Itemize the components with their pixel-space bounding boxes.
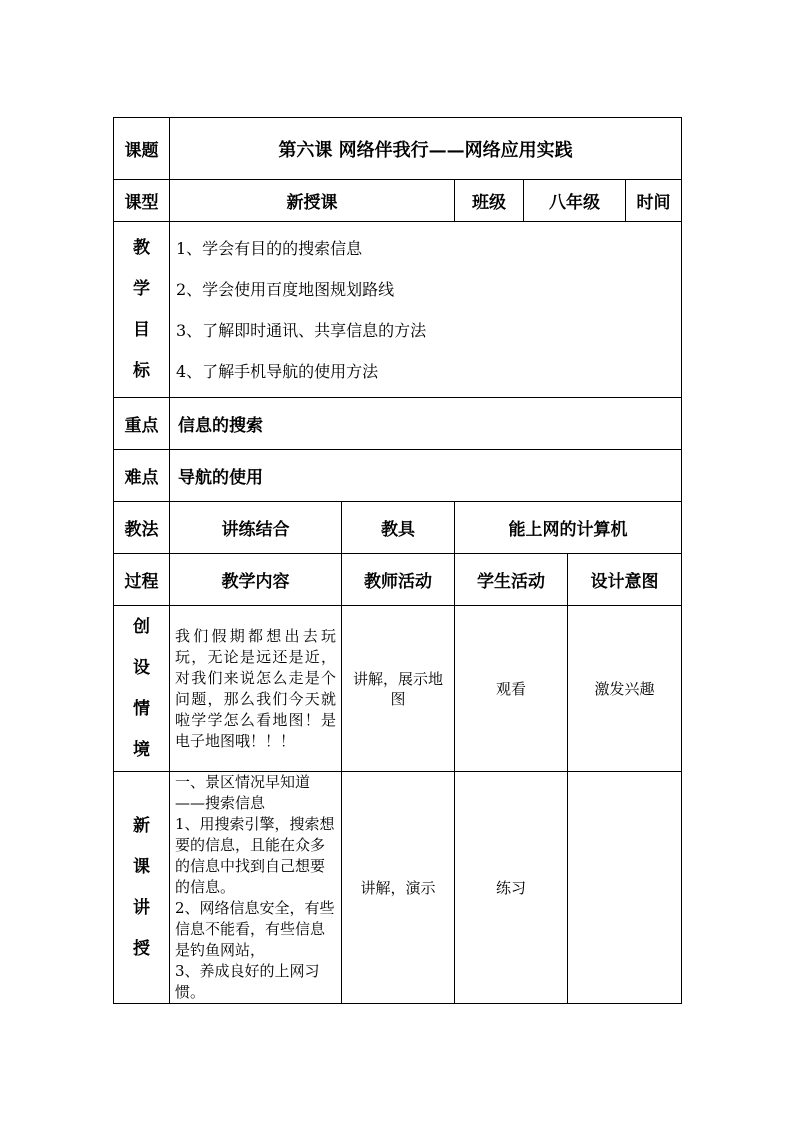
- stage-label-char: 设: [133, 657, 150, 678]
- tool-label: 教具: [342, 502, 455, 554]
- stage-label-char: 创: [133, 616, 150, 637]
- process-header-row: [114, 554, 682, 606]
- type-value: 新授课: [170, 180, 455, 222]
- stage-new-label: [114, 772, 170, 1004]
- stage-new-intent: [568, 772, 682, 1004]
- goal-item: 4、了解手机导航的使用方法: [176, 361, 379, 381]
- stage-intro-content: 我们假期都想出去玩玩，无论是远还是近，对我们来说怎么走是个问题，那么我们今天就啦学学怎么看地图！是电子地图哦！！！: [170, 606, 342, 772]
- difficulty-row: [114, 450, 682, 502]
- content-line: 2、网络信息安全，有些信息不能看，有些信息是钓鱼网站，: [175, 899, 335, 959]
- stage-label-char: 新: [133, 815, 150, 836]
- class-value: 八年级: [524, 180, 626, 222]
- stage-label-char: 授: [133, 938, 150, 959]
- time-label: 时间: [636, 193, 671, 213]
- goals-label-char: 标: [133, 360, 150, 381]
- goals-label-char: 目: [133, 319, 150, 340]
- key-point-row: [114, 398, 682, 450]
- lesson-title: 第六课 网络伴我行——网络应用实践: [170, 118, 682, 180]
- title-row: [114, 118, 682, 180]
- content-line: 一、景区情况早知道: [175, 773, 311, 791]
- goal-item: 2、学会使用百度地图规划路线: [176, 279, 395, 299]
- content-line: ——搜索信息: [175, 794, 266, 812]
- goals-label-char: 学: [133, 278, 150, 299]
- content-header: 教学内容: [170, 554, 342, 606]
- stage-intro-row: [114, 606, 682, 772]
- student-activity-header: 学生活动: [455, 554, 568, 606]
- teacher-activity-header: 教师活动: [342, 554, 455, 606]
- stage-intro-label: [114, 606, 170, 772]
- class-label: 班级: [455, 180, 524, 222]
- content-line: 3、养成良好的上网习惯。: [175, 962, 320, 1001]
- process-label: 过程: [114, 554, 170, 606]
- stage-new-row: [114, 772, 682, 1004]
- stage-new-student: 练习: [455, 772, 568, 1004]
- goal-item: 1、学会有目的的搜索信息: [176, 238, 363, 258]
- stage-label-char: 讲: [133, 897, 150, 918]
- stage-intro-student: 观看: [455, 606, 568, 772]
- tool-value: 能上网的计算机: [455, 502, 682, 554]
- stage-new-teacher: 讲解，演示: [342, 772, 455, 1004]
- difficulty-label: 难点: [114, 450, 170, 502]
- key-point-label: 重点: [114, 398, 170, 450]
- difficulty-value: 导航的使用: [170, 450, 682, 502]
- goals-row: [114, 222, 682, 398]
- time-label-cell: [626, 180, 682, 222]
- type-label: 课型: [114, 180, 170, 222]
- stage-intro-intent: 激发兴趣: [568, 606, 682, 772]
- lesson-plan-table: [113, 117, 682, 1004]
- method-row: [114, 502, 682, 554]
- stage-label-char: 课: [133, 856, 150, 877]
- design-intent-header: 设计意图: [568, 554, 682, 606]
- goals-label: [114, 222, 170, 398]
- goals-label-char: 教: [133, 237, 150, 258]
- type-row: [114, 180, 682, 222]
- goals-list: [170, 222, 682, 398]
- content-line: 1、用搜索引擎，搜索想要的信息，且能在众多的信息中找到自己想要的信息。: [175, 815, 335, 896]
- goal-item: 3、了解即时通讯、共享信息的方法: [176, 320, 427, 340]
- method-value: 讲练结合: [170, 502, 342, 554]
- method-label: 教法: [114, 502, 170, 554]
- stage-new-content: [170, 772, 342, 1004]
- key-point-value: 信息的搜索: [170, 398, 682, 450]
- stage-label-char: 情: [133, 698, 150, 719]
- title-label: 课题: [114, 118, 170, 180]
- stage-intro-teacher: 讲解，展示地图: [342, 606, 455, 772]
- stage-label-char: 境: [133, 739, 150, 760]
